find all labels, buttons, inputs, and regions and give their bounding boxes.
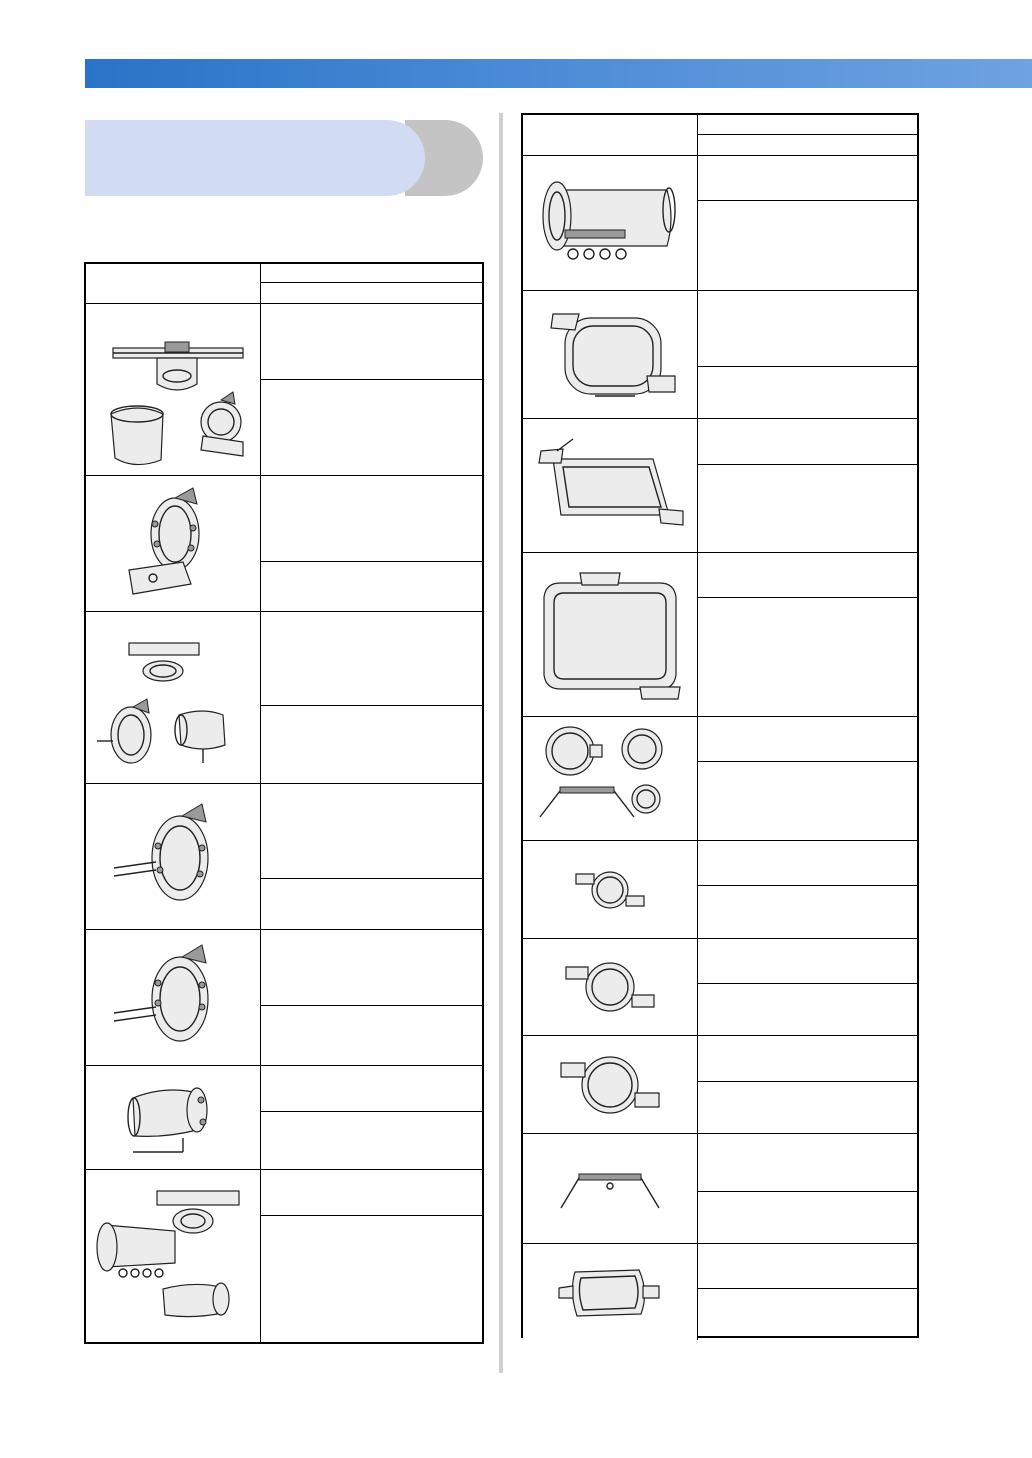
square-jumbo-frame-text-cell — [698, 553, 917, 717]
round-frame-large-image — [523, 1036, 698, 1134]
right-accessory-table — [521, 113, 919, 1338]
round-frame-large-icon — [555, 1045, 665, 1125]
left-accessory-table — [84, 262, 484, 1344]
wide-cap-frame-name-cell — [261, 784, 482, 879]
round-frame-large-text-cell — [698, 1036, 917, 1134]
table-header-text-cell — [261, 264, 482, 304]
rectangular-long-frame-code-cell — [698, 465, 917, 552]
round-frame-small-name-cell — [698, 841, 917, 886]
cap-frame-code-cell — [261, 562, 482, 611]
wide-cap-frame-set-text-cell — [261, 612, 482, 784]
section-title-tab — [85, 120, 483, 196]
border-frame-name-cell — [698, 1244, 917, 1289]
cap-frame-set-text-cell — [261, 304, 482, 476]
round-frame-medium-image — [523, 939, 698, 1036]
border-frame-code-cell — [698, 1289, 917, 1340]
wide-cap-frame-alt-text-cell — [261, 930, 482, 1066]
cap-frame-set-image — [86, 304, 261, 476]
large-oval-frame-icon — [535, 300, 685, 410]
square-jumbo-frame-name-cell — [698, 553, 917, 598]
square-jumbo-frame-code-cell — [698, 598, 917, 716]
cylinder-frame-icon — [113, 1078, 233, 1158]
cylinder-sleeve-frame-icon — [535, 168, 685, 278]
wide-cap-frame-alt-image — [86, 930, 261, 1066]
cap-frame-icon — [113, 484, 233, 604]
round-frame-medium-text-cell — [698, 939, 917, 1036]
round-frame-set-text-cell — [698, 717, 917, 841]
round-frame-set-code-cell — [698, 762, 917, 840]
wide-cap-frame-text-cell — [261, 784, 482, 930]
frame-holder-text-cell — [698, 1134, 917, 1244]
frame-holder-image — [523, 1134, 698, 1244]
table-header-name-cell — [261, 264, 482, 283]
section-title-box — [85, 120, 425, 196]
border-frame-image — [523, 1244, 698, 1340]
round-frame-medium-name-cell — [698, 939, 917, 984]
cylinder-frame-set-code-cell — [261, 1216, 482, 1342]
cylinder-frame-set-image — [86, 1170, 261, 1342]
round-frame-small-icon — [570, 860, 650, 920]
rectangular-long-frame-icon — [533, 431, 688, 541]
wide-cap-frame-image — [86, 784, 261, 930]
cylinder-sleeve-frame-name-cell — [698, 156, 917, 201]
wide-cap-frame-alt-name-cell — [261, 930, 482, 1006]
round-frame-small-code-cell — [698, 886, 917, 938]
cylinder-frame-text-cell — [261, 1066, 482, 1170]
large-oval-frame-code-cell — [698, 367, 917, 418]
round-frame-set-image — [523, 717, 698, 841]
border-frame-icon — [555, 1262, 665, 1322]
round-frame-medium-code-cell — [698, 984, 917, 1035]
cap-frame-name-cell — [261, 476, 482, 562]
cylinder-frame-set-text-cell — [261, 1170, 482, 1342]
cylinder-frame-set-name-cell — [261, 1170, 482, 1216]
header-band — [85, 59, 1032, 88]
wide-cap-frame-set-name-cell — [261, 612, 482, 706]
border-frame-text-cell — [698, 1244, 917, 1340]
frame-holder-name-cell — [698, 1134, 917, 1192]
wide-cap-frame-code-cell — [261, 879, 482, 929]
table-header-code-cell — [261, 283, 482, 303]
cylinder-sleeve-frame-text-cell — [698, 156, 917, 291]
table-header-part-cell — [86, 264, 261, 304]
round-frame-set-name-cell — [698, 717, 917, 762]
large-oval-frame-image — [523, 291, 698, 419]
round-frame-large-code-cell — [698, 1082, 917, 1133]
cylinder-sleeve-frame-code-cell — [698, 201, 917, 290]
round-frame-small-text-cell — [698, 841, 917, 939]
cylinder-frame-code-cell — [261, 1112, 482, 1169]
round-frame-set-icon — [530, 721, 690, 836]
square-jumbo-frame-icon — [530, 565, 690, 705]
wide-cap-frame-alt-code-cell — [261, 1006, 482, 1065]
square-jumbo-frame-image — [523, 553, 698, 717]
frame-holder-icon — [555, 1164, 665, 1214]
cap-frame-set-name-cell — [261, 304, 482, 380]
round-frame-medium-icon — [560, 951, 660, 1023]
cylinder-sleeve-frame-image — [523, 156, 698, 291]
rectangular-long-frame-name-cell — [698, 419, 917, 465]
cap-frame-text-cell — [261, 476, 482, 612]
column-divider — [499, 113, 503, 1373]
frame-holder-code-cell — [698, 1192, 917, 1243]
wide-cap-frame-icon — [108, 792, 238, 922]
wide-cap-frame-set-code-cell — [261, 706, 482, 783]
cylinder-frame-image — [86, 1066, 261, 1170]
wide-cap-frame-alt-icon — [108, 933, 238, 1063]
wide-cap-frame-set-image — [86, 612, 261, 784]
cap-frame-set-icon — [93, 310, 253, 470]
rectangular-long-frame-image — [523, 419, 698, 553]
cylinder-frame-name-cell — [261, 1066, 482, 1112]
large-oval-frame-text-cell — [698, 291, 917, 419]
round-frame-large-name-cell — [698, 1036, 917, 1082]
table-header-part-cell — [523, 115, 698, 156]
rectangular-long-frame-text-cell — [698, 419, 917, 553]
cap-frame-image — [86, 476, 261, 612]
cylinder-frame-set-icon — [93, 1181, 253, 1331]
wide-cap-frame-set-icon — [93, 623, 253, 773]
table-header-name-cell — [698, 115, 917, 135]
table-header-code-cell — [698, 135, 917, 155]
large-oval-frame-name-cell — [698, 291, 917, 367]
cap-frame-set-code-cell — [261, 380, 482, 475]
table-header-text-cell — [698, 115, 917, 156]
round-frame-small-image — [523, 841, 698, 939]
